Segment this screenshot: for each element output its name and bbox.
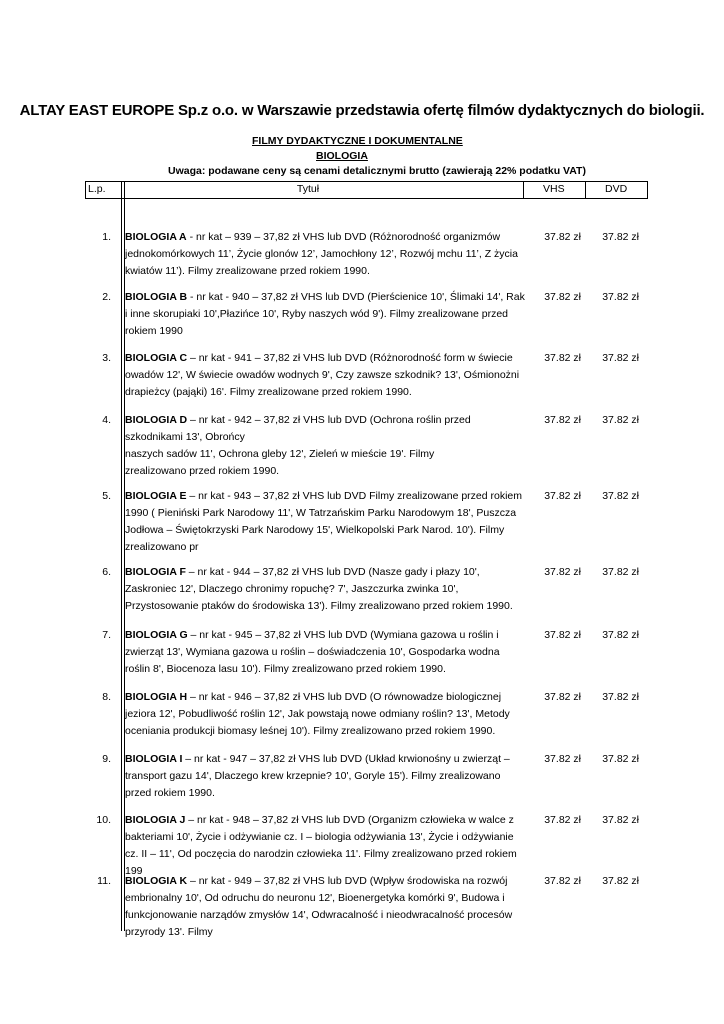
row-price-vhs: 37.82 zł <box>544 490 581 502</box>
row-title <box>125 873 525 941</box>
row-film-name: BIOLOGIA C <box>125 352 188 364</box>
row-description: - nr kat - 940 – 37,82 zł VHS lub DVD (Pierścienice 10', Ślimaki 14', Rak i inne skorupiaki 10',Płazińce 10', Ryby naszych wód 9'). Filmy zrealizowane przed rokiem 1990 <box>125 291 525 337</box>
row-description: - nr kat – 939 – 37,82 zł VHS lub DVD (Różnorodność organizmów jednokomórkowych 11’, Życie glonów 12’, Jamochłony 12’, Rozwój mchu 11’, Z życia kwiatów 11’). Filmy zrealizowane przed rokiem 1990. <box>125 231 518 277</box>
row-title <box>125 229 525 280</box>
row-price-dvd: 37.82 zł <box>602 691 639 703</box>
row-price-vhs: 37.82 zł <box>544 814 581 826</box>
row-number: 9. <box>102 753 111 765</box>
column-header-vhs: VHS <box>543 183 565 195</box>
row-price-vhs: 37.82 zł <box>544 352 581 364</box>
row-price-dvd: 37.82 zł <box>602 352 639 364</box>
row-description: – nr kat - 949 – 37,82 zł VHS lub DVD (Wpływ środowiska na rozwój embrionalny 10', Od odruchu do neuronu 12', Bioenergetyka komórki 9', Budowa i funkcjonowanie narządów zmysłów 14', Odwracalność i nieodwracalność procesów przyrody 13'. Filmy <box>125 875 513 938</box>
row-description: – nr kat - 941 – 37,82 zł VHS lub DVD (Różnorodność form w świecie owadów 12', W świecie owadów wodnych 9', Czy zawsze szkodnik? 13', Ośmionożni drapieżcy (pająki) 16'. Filmy zrealizowane przed rokiem 1990. <box>125 352 520 398</box>
row-price-dvd: 37.82 zł <box>602 753 639 765</box>
row-description: – nr kat - 945 – 37,82 zł VHS lub DVD (Wymiana gazowa u roślin i zwierząt 13', Wymiana gazowa u roślin – doświadczenia 10', Gospodarka wodna roślin 8', Biocenoza lasu 10'). Filmy zrealizowano przed rokiem 1990. <box>125 629 500 675</box>
row-price-dvd: 37.82 zł <box>602 490 639 502</box>
row-price-vhs: 37.82 zł <box>544 629 581 641</box>
row-description: – nr kat - 942 – 37,82 zł VHS lub DVD (Ochrona roślin przed szkodnikami 13', Obrońcy naszych sadów 11', Ochrona gleby 12', Zieleń w mieście 19'. Filmy zrealizowano przed rokiem 1990. <box>125 414 471 477</box>
row-price-dvd: 37.82 zł <box>602 566 639 578</box>
row-price-vhs: 37.82 zł <box>544 414 581 426</box>
row-price-vhs: 37.82 zł <box>544 691 581 703</box>
row-number: 5. <box>102 490 111 502</box>
row-number: 11. <box>97 875 111 887</box>
row-price-vhs: 37.82 zł <box>544 875 581 887</box>
table-border-title <box>523 181 524 198</box>
row-number: 8. <box>102 691 111 703</box>
row-number: 2. <box>102 291 111 303</box>
row-price-vhs: 37.82 zł <box>544 566 581 578</box>
column-header-lp: L.p. <box>88 183 106 195</box>
row-film-name: BIOLOGIA B <box>125 291 188 303</box>
table-border-right <box>647 181 648 198</box>
row-title <box>125 289 525 340</box>
row-film-name: BIOLOGIA K <box>125 875 188 887</box>
row-film-name: BIOLOGIA J <box>125 814 186 826</box>
row-price-dvd: 37.82 zł <box>602 629 639 641</box>
row-price-dvd: 37.82 zł <box>602 814 639 826</box>
row-description: – nr kat - 948 – 37,82 zł VHS lub DVD (Organizm człowieka w walce z bakteriami 10', Życie i odżywianie cz. I – biologia odżywiania 13', Życie i odżywianie cz. II – 11', Od poczęcia do narodzin człowieka 11'. Filmy zrealizowano przed rokiem 199 <box>125 814 517 877</box>
row-description: – nr kat - 946 – 37,82 zł VHS lub DVD (O równowadze biologicznej jeziora 12', Pobudliwość roślin 12', Jak powstają nowe odmiany roślin? 13', Metody oceniania produkcji biomasy leśnej 10'). Filmy zrealizowano przed rokiem 1990. <box>125 691 510 737</box>
row-price-dvd: 37.82 zł <box>602 291 639 303</box>
row-title <box>125 350 525 401</box>
row-film-name: BIOLOGIA H <box>125 691 188 703</box>
row-number: 10. <box>96 814 111 826</box>
column-header-title: Tytuł <box>296 183 320 195</box>
row-title <box>125 488 525 556</box>
row-title <box>125 627 525 678</box>
row-number: 1. <box>102 231 111 243</box>
row-number: 3. <box>102 352 111 364</box>
row-film-name: BIOLOGIA D <box>125 414 188 426</box>
column-header-dvd: DVD <box>605 183 628 195</box>
row-film-name: BIOLOGIA E <box>125 490 187 502</box>
row-price-dvd: 37.82 zł <box>602 414 639 426</box>
row-title <box>125 689 525 740</box>
row-number: 4. <box>102 414 111 426</box>
row-price-dvd: 37.82 zł <box>602 231 639 243</box>
row-price-vhs: 37.82 zł <box>544 231 581 243</box>
row-title <box>125 564 525 615</box>
row-description: – nr kat - 943 – 37,82 zł VHS lub DVD Filmy zrealizowane przed rokiem 1990 ( Pieniński Park Narodowy 11', W Tatrzańskim Parku Narodowym 18', Puszcza Jodłowa – Świętokrzyski Park Narodowy 15', Wielkopolski Park Narod. 10'). Filmy zrealizowano pr <box>125 490 523 553</box>
price-note: Uwaga: podawane ceny są cenami detalicznymi brutto (zawierają 22% podatku VAT) <box>168 165 586 177</box>
row-film-name: BIOLOGIA G <box>125 629 188 641</box>
row-film-name: BIOLOGIA I <box>125 753 183 765</box>
table-border-vhs <box>585 181 586 198</box>
row-price-vhs: 37.82 zł <box>544 753 581 765</box>
table-header <box>85 181 648 199</box>
row-description: – nr kat - 944 – 37,82 zł VHS lub DVD (Nasze gady i płazy 10', Zaskroniec 12', Dlaczego chronimy ropuchę? 7', Jaszczurka zwinka 10', Przystosowanie ptaków do środowiska 13'). Filmy zrealizowano przed rokiem 1990. <box>125 566 513 612</box>
row-title <box>125 412 525 480</box>
offer-table <box>85 181 648 938</box>
row-price-dvd: 37.82 zł <box>602 875 639 887</box>
row-title <box>125 812 525 880</box>
row-number: 6. <box>102 566 111 578</box>
row-film-name: BIOLOGIA F <box>125 566 186 578</box>
table-border-left <box>85 181 86 198</box>
row-number: 7. <box>102 629 111 641</box>
row-title <box>125 751 525 802</box>
table-border-lp <box>121 181 122 931</box>
row-price-vhs: 37.82 zł <box>544 291 581 303</box>
row-description: – nr kat - 947 – 37,82 zł VHS lub DVD (Układ krwionośny u zwierząt – transport gazu 14', Dlaczego krew krzepnie? 10', Goryle 15'). Filmy zrealizowano przed rokiem 1990. <box>125 753 510 799</box>
section-category: BIOLOGIA <box>316 150 368 162</box>
row-film-name: BIOLOGIA A <box>125 231 187 243</box>
section-subtitle: FILMY DYDAKTYCZNE I DOKUMENTALNE <box>252 135 463 147</box>
page-title: ALTAY EAST EUROPE Sp.z o.o. w Warszawie przedstawia ofertę filmów dydaktycznych do biologii. <box>19 102 705 119</box>
